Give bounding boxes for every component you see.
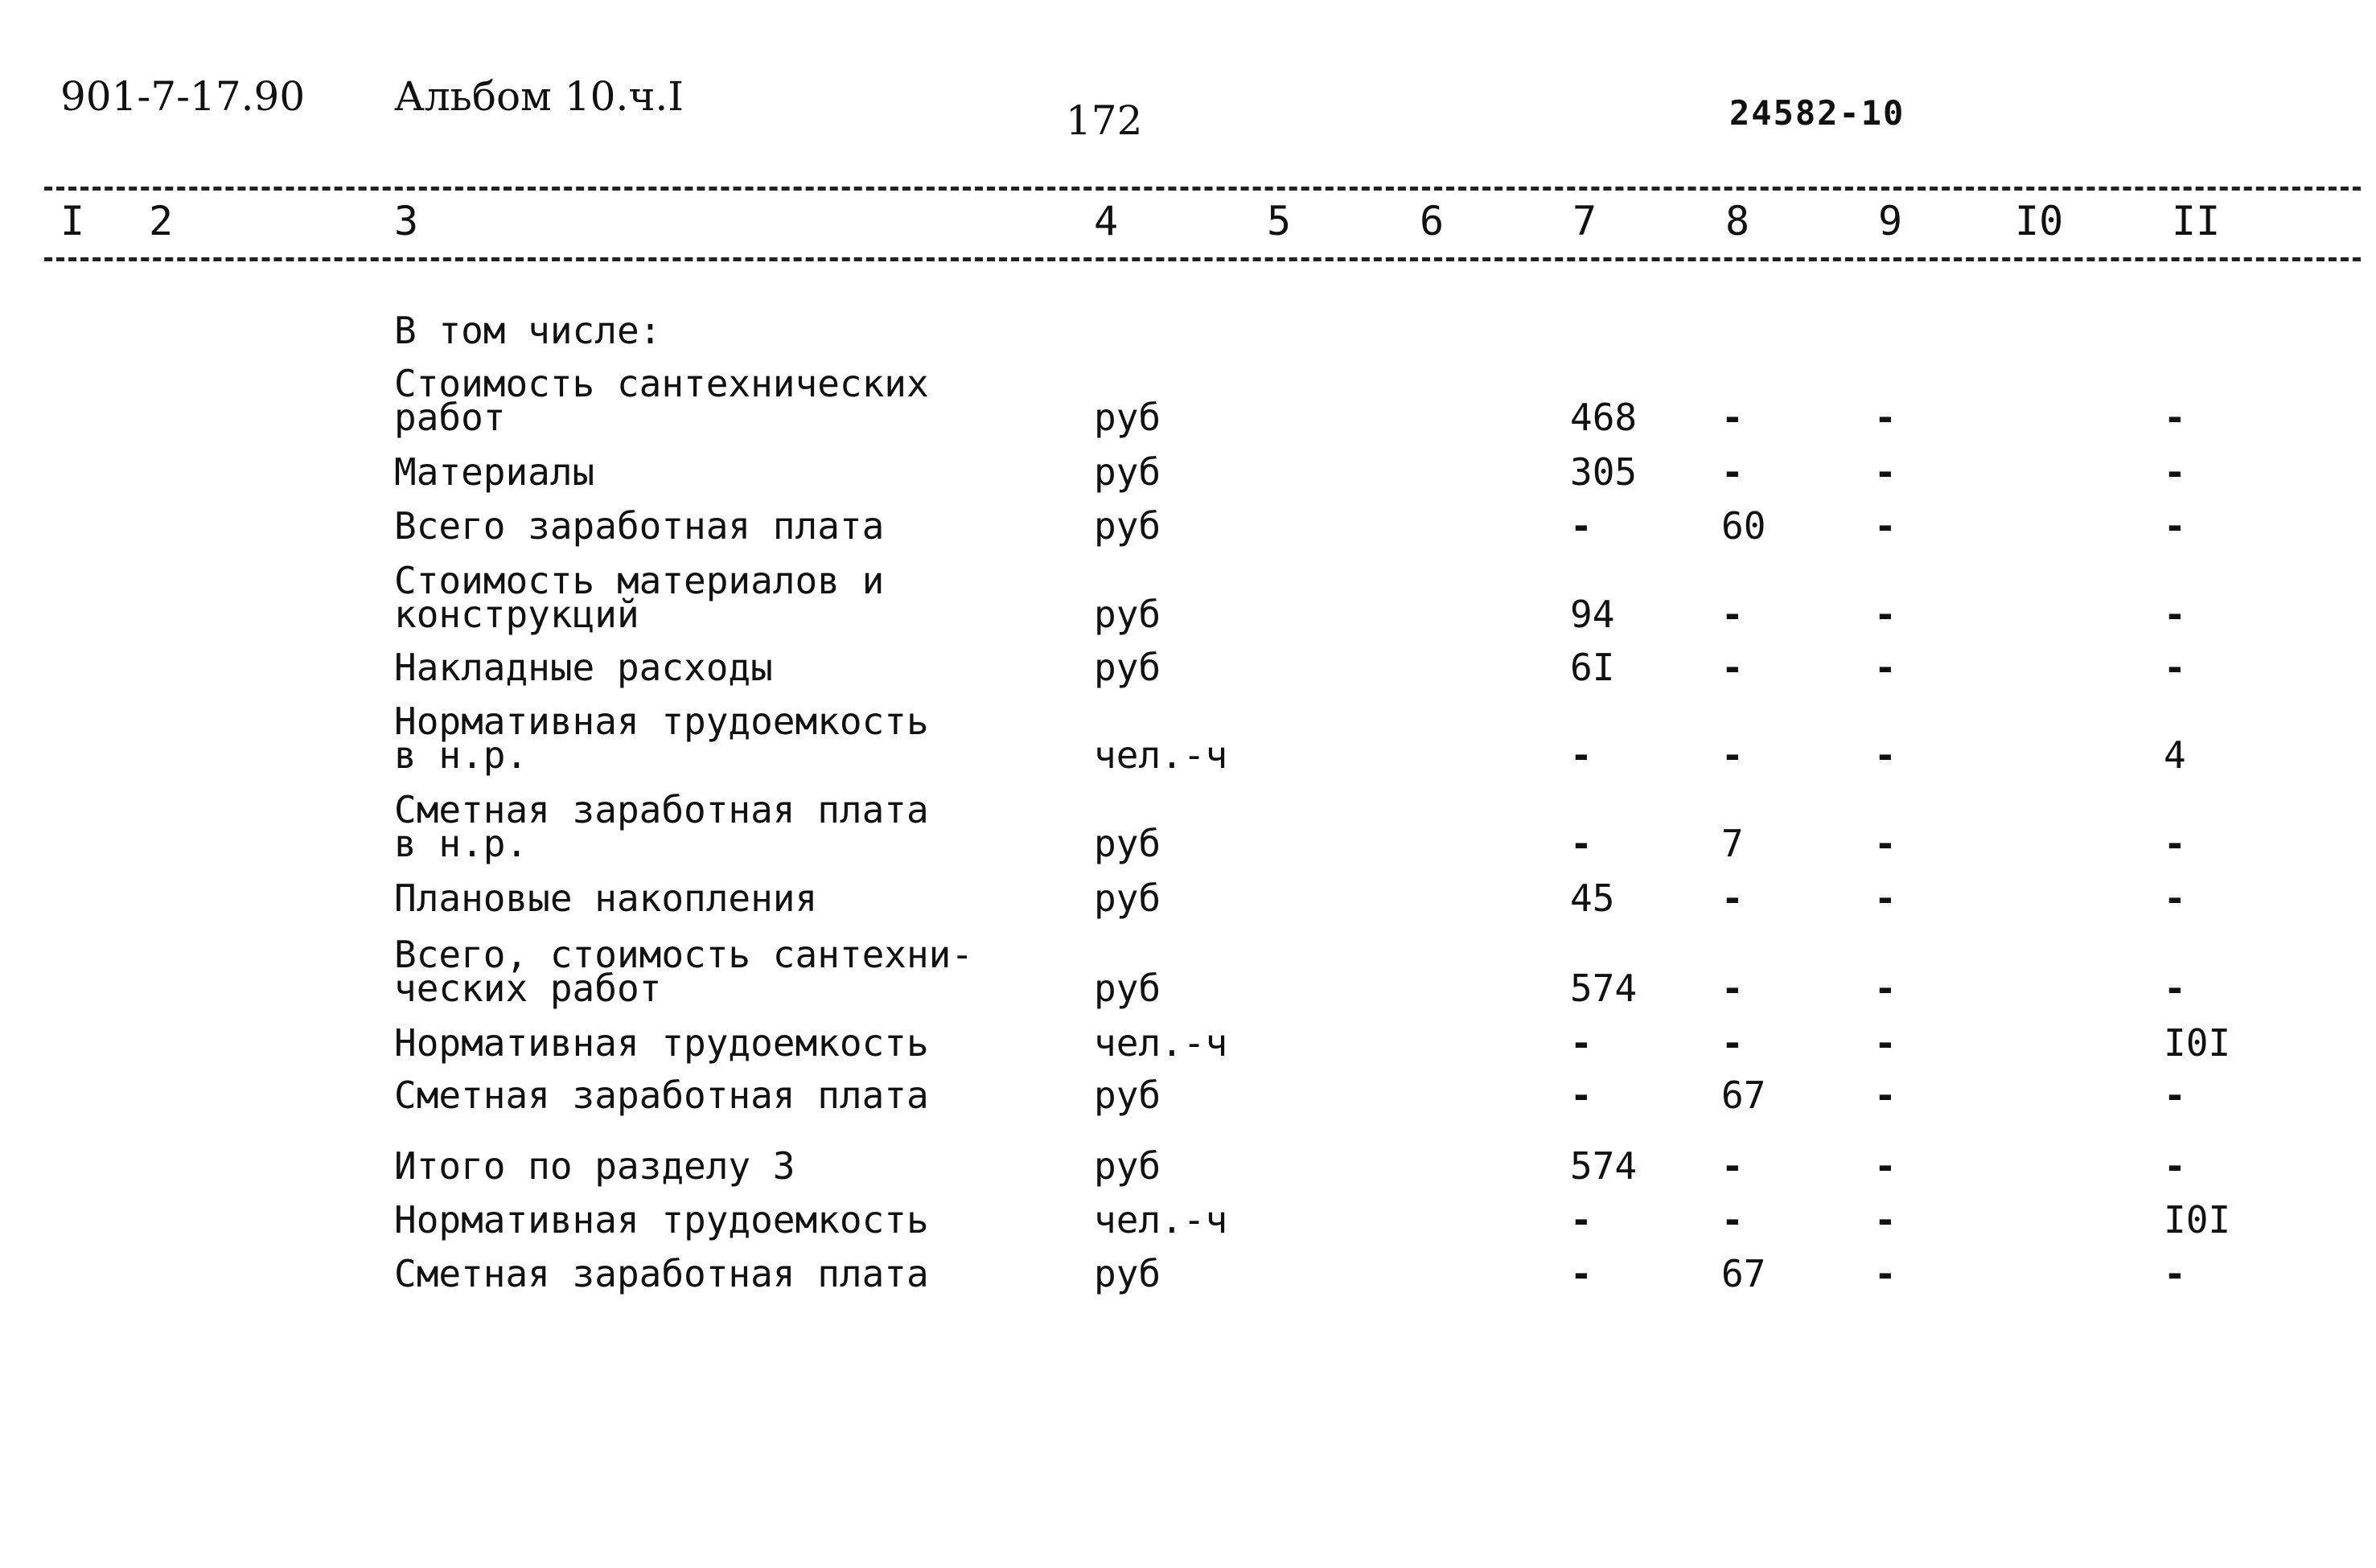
row-name-line1: Стоимость сантехнических (394, 362, 929, 405)
section-label: В том числе: (394, 309, 662, 352)
row-unit: руб (1094, 504, 1161, 548)
row-col11: - (2164, 396, 2186, 439)
row-col9: - (1874, 504, 1897, 548)
row-col9: - (1874, 967, 1897, 1010)
row-col11: - (2164, 450, 2186, 494)
row-unit: руб (1094, 1144, 1161, 1188)
row-col7: 305 (1570, 450, 1638, 494)
row-name-line2: в н.р. (394, 733, 528, 777)
column-number: 9 (1878, 198, 1903, 244)
row-name-line2: работ (394, 396, 506, 439)
row-col9: - (1874, 1198, 1897, 1242)
row-col8: - (1721, 733, 1744, 777)
column-number: I0 (2015, 198, 2064, 244)
row-name-line1: Стоимость материалов и (394, 559, 885, 602)
row-col8: - (1721, 593, 1744, 636)
row-unit: чел.-ч (1094, 733, 1228, 777)
row-name-line2: в н.р. (394, 822, 528, 865)
row-col8: 67 (1721, 1073, 1766, 1117)
top-dashed-rule (44, 187, 2361, 191)
row-col8: - (1721, 450, 1744, 494)
row-unit: руб (1094, 396, 1161, 439)
row-col11: I0I (2164, 1198, 2231, 1242)
column-number: 5 (1267, 198, 1292, 244)
row-col8: - (1721, 876, 1744, 920)
row-name-line1: Плановые накопления (394, 876, 818, 920)
row-col7: - (1570, 1073, 1593, 1117)
row-col8: 7 (1721, 822, 1744, 865)
row-col11: 4 (2164, 733, 2186, 777)
row-col7: 94 (1570, 593, 1615, 636)
row-col9: - (1874, 646, 1897, 689)
row-name-line1: Материалы (394, 450, 595, 494)
row-col9: - (1874, 1144, 1897, 1188)
row-col7: - (1570, 504, 1593, 548)
column-number: 7 (1572, 198, 1597, 244)
row-unit: руб (1094, 967, 1161, 1010)
row-name-line1: Нормативная трудоемкость (394, 1198, 929, 1242)
row-unit: руб (1094, 593, 1161, 636)
row-col7: - (1570, 1198, 1593, 1242)
row-col11: - (2164, 1073, 2186, 1117)
column-number: 6 (1420, 198, 1445, 244)
row-col8: 60 (1721, 504, 1766, 548)
column-number: I (60, 198, 85, 244)
row-name-line1: Итого по разделу 3 (394, 1144, 795, 1188)
row-unit: руб (1094, 646, 1161, 689)
row-col11: - (2164, 876, 2186, 920)
row-name-line1: Нормативная трудоемкость (394, 700, 929, 743)
row-col7: 45 (1570, 876, 1615, 920)
page-number: 172 (1066, 97, 1143, 144)
column-number: 3 (394, 198, 419, 244)
document-code: 901-7-17.90 (60, 73, 306, 120)
row-unit: руб (1094, 450, 1161, 494)
row-col11: - (2164, 967, 2186, 1010)
row-name-line1: Сметная заработная плата (394, 1252, 929, 1295)
row-col9: - (1874, 450, 1897, 494)
row-col7: 6I (1570, 646, 1615, 689)
row-col11: - (2164, 504, 2186, 548)
row-name-line1: Сметная заработная плата (394, 1073, 929, 1117)
row-col9: - (1874, 1252, 1897, 1295)
row-col7: - (1570, 733, 1593, 777)
archive-stamp: 24582-10 (1729, 93, 1905, 133)
row-col9: - (1874, 1073, 1897, 1117)
row-col8: - (1721, 1144, 1744, 1188)
row-unit: руб (1094, 876, 1161, 920)
column-number: 2 (149, 198, 174, 244)
album-label: Альбом 10.ч.I (394, 73, 684, 120)
row-col9: - (1874, 733, 1897, 777)
row-unit: руб (1094, 822, 1161, 865)
row-name-line1: Всего заработная плата (394, 504, 885, 548)
row-col8: - (1721, 1021, 1744, 1065)
row-col9: - (1874, 396, 1897, 439)
row-col8: 67 (1721, 1252, 1766, 1295)
row-name-line2: конструкций (394, 593, 639, 636)
row-name-line2: ческих работ (394, 967, 662, 1010)
row-unit: чел.-ч (1094, 1021, 1228, 1065)
row-col9: - (1874, 876, 1897, 920)
row-col7: 574 (1570, 967, 1638, 1010)
column-number: II (2172, 198, 2221, 244)
row-col7: - (1570, 1021, 1593, 1065)
row-col7: - (1570, 822, 1593, 865)
row-col8: - (1721, 1198, 1744, 1242)
row-name-line1: Сметная заработная плата (394, 788, 929, 831)
row-col7: - (1570, 1252, 1593, 1295)
row-col9: - (1874, 1021, 1897, 1065)
row-name-line1: Нормативная трудоемкость (394, 1021, 929, 1065)
row-col9: - (1874, 822, 1897, 865)
row-unit: руб (1094, 1252, 1161, 1295)
row-col11: - (2164, 646, 2186, 689)
row-col7: 468 (1570, 396, 1638, 439)
row-col11: - (2164, 1144, 2186, 1188)
row-col11: - (2164, 1252, 2186, 1295)
row-name-line1: Накладные расходы (394, 646, 773, 689)
bottom-dashed-rule (44, 257, 2361, 261)
row-col9: - (1874, 593, 1897, 636)
row-col11: - (2164, 593, 2186, 636)
column-number: 8 (1725, 198, 1750, 244)
row-col8: - (1721, 396, 1744, 439)
row-col7: 574 (1570, 1144, 1638, 1188)
column-number: 4 (1094, 198, 1119, 244)
row-col11: I0I (2164, 1021, 2231, 1065)
row-col11: - (2164, 822, 2186, 865)
row-unit: руб (1094, 1073, 1161, 1117)
row-unit: чел.-ч (1094, 1198, 1228, 1242)
row-name-line1: Всего, стоимость сантехни- (394, 933, 974, 976)
row-col8: - (1721, 967, 1744, 1010)
row-col8: - (1721, 646, 1744, 689)
